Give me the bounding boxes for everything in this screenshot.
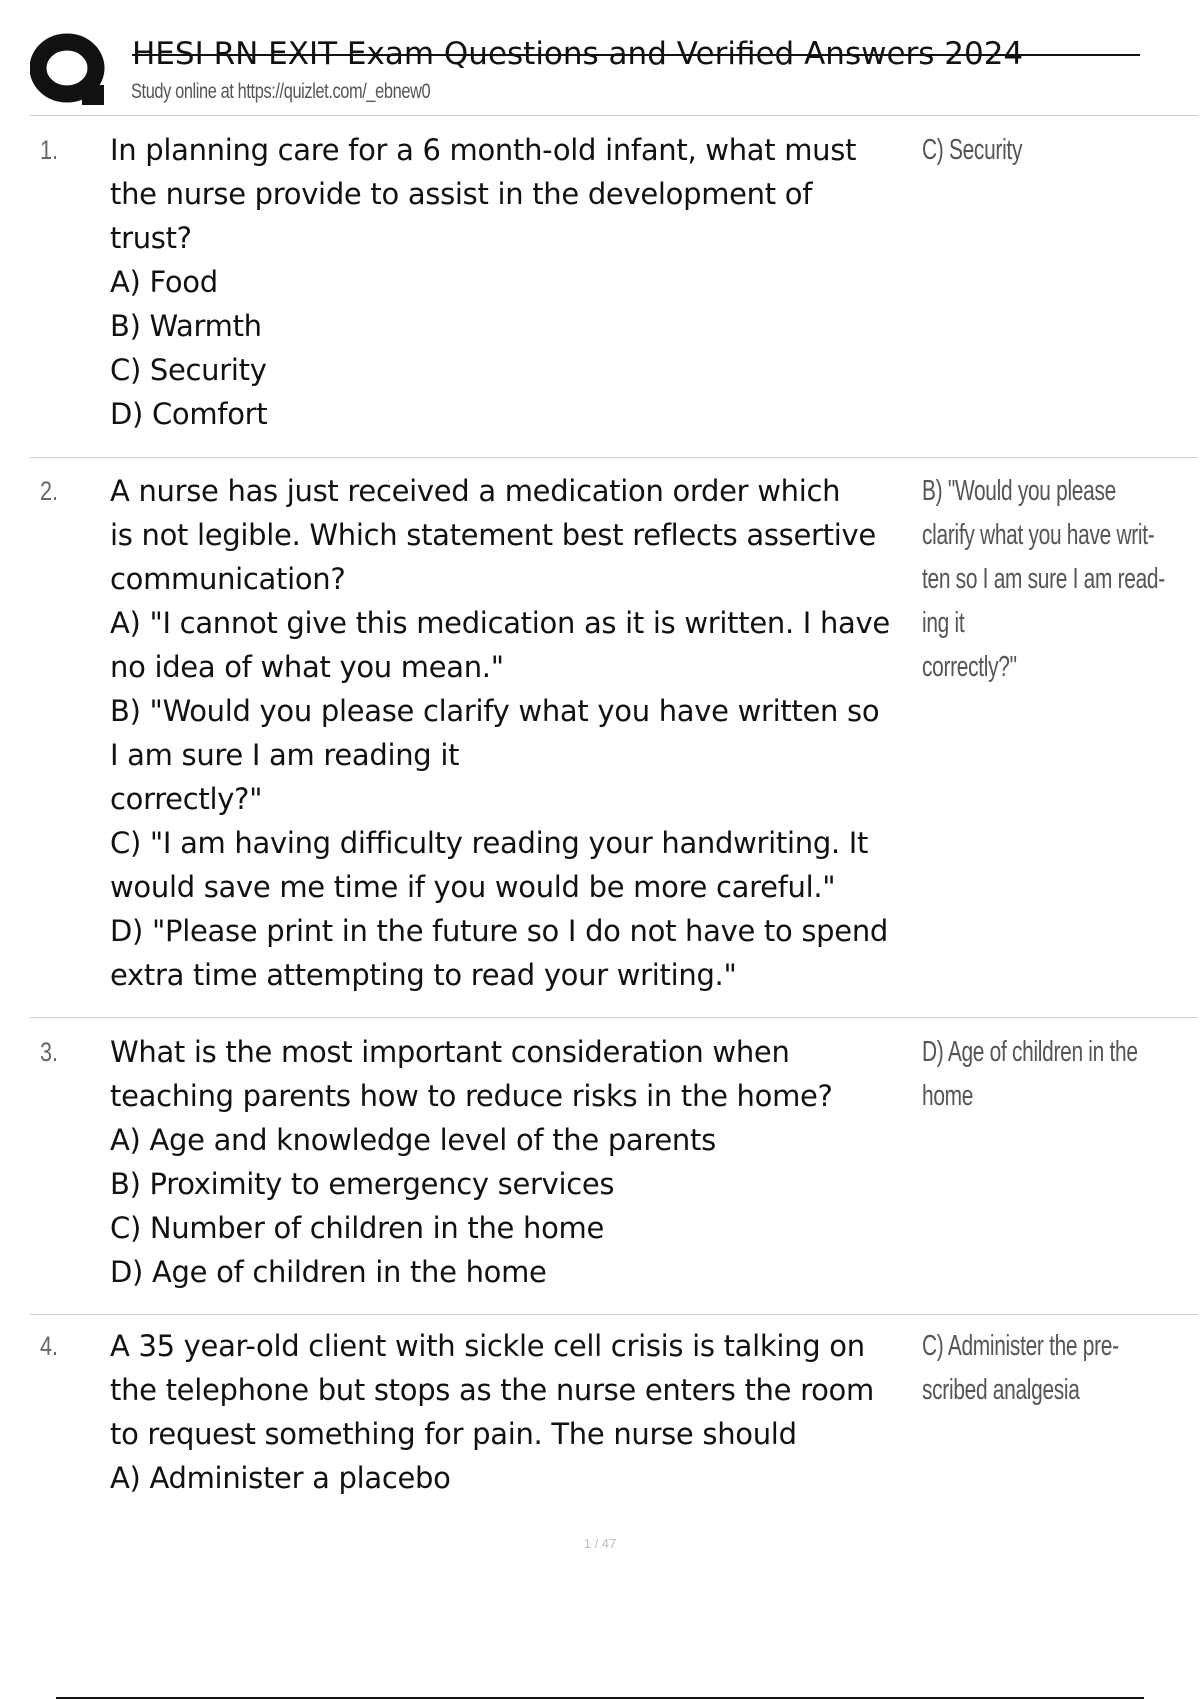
card-term: What is the most important consideration when teaching parents how to reduce risks in the home? A) Age and knowledge level of the parents B) Proximity to emergency services C) Number of children in the home D) Age of children in the home <box>110 1035 833 1289</box>
header-divider <box>30 115 1198 116</box>
document-title: HESI RN EXIT Exam Questions and Verified Answers 2024 <box>132 32 1140 56</box>
card-divider <box>30 1017 1198 1018</box>
flashcard-3 <box>30 1027 1198 1313</box>
quizlet-logo-icon <box>30 30 110 110</box>
flashcard-2 <box>30 466 1198 1016</box>
card-definition: C) Administer the pre- scribed analgesia <box>922 1330 1119 1406</box>
card-term: A nurse has just received a medication order which is not legible. Which statement best reflects assertive communication? A) "I cannot give this medication as it is written. I have no idea of what you mean." B) "Would you please clarify what you have written so I am sure I am reading it correctly?" C) "I am having difficulty reading your handwriting. It would save me time if you would be more careful." D) "Please print in the future so I do not have to spend extra time attempting to read your writing." <box>110 474 890 992</box>
card-definition: B) "Would you please clarify what you have writ- ten so I am sure I am read- ing it correctly?" <box>922 475 1165 683</box>
footer-divider <box>56 1697 1144 1699</box>
card-number: 4. <box>40 1331 59 1361</box>
card-number: 1. <box>40 135 59 165</box>
source-url[interactable]: Study online at https://quizlet.com/_ebnew0 <box>131 80 431 103</box>
flashcard-1 <box>30 125 1198 455</box>
flashcard-4 <box>30 1321 1198 1521</box>
card-number: 3. <box>40 1037 59 1067</box>
card-definition: D) Age of children in the home <box>922 1036 1138 1112</box>
card-definition: C) Security <box>922 134 1023 166</box>
card-term: In planning care for a 6 month-old infant, what must the nurse provide to assist in the development of trust? A) Food B) Warmth C) Security D) Comfort <box>110 133 857 431</box>
card-divider <box>30 1314 1198 1315</box>
card-term: A 35 year-old client with sickle cell crisis is talking on the telephone but stops as the nurse enters the room to request something for pain. The nurse should A) Administer a placebo <box>110 1329 874 1495</box>
card-number: 2. <box>40 476 59 506</box>
page-number: 1 / 47 <box>583 1536 617 1551</box>
card-divider <box>30 457 1198 458</box>
